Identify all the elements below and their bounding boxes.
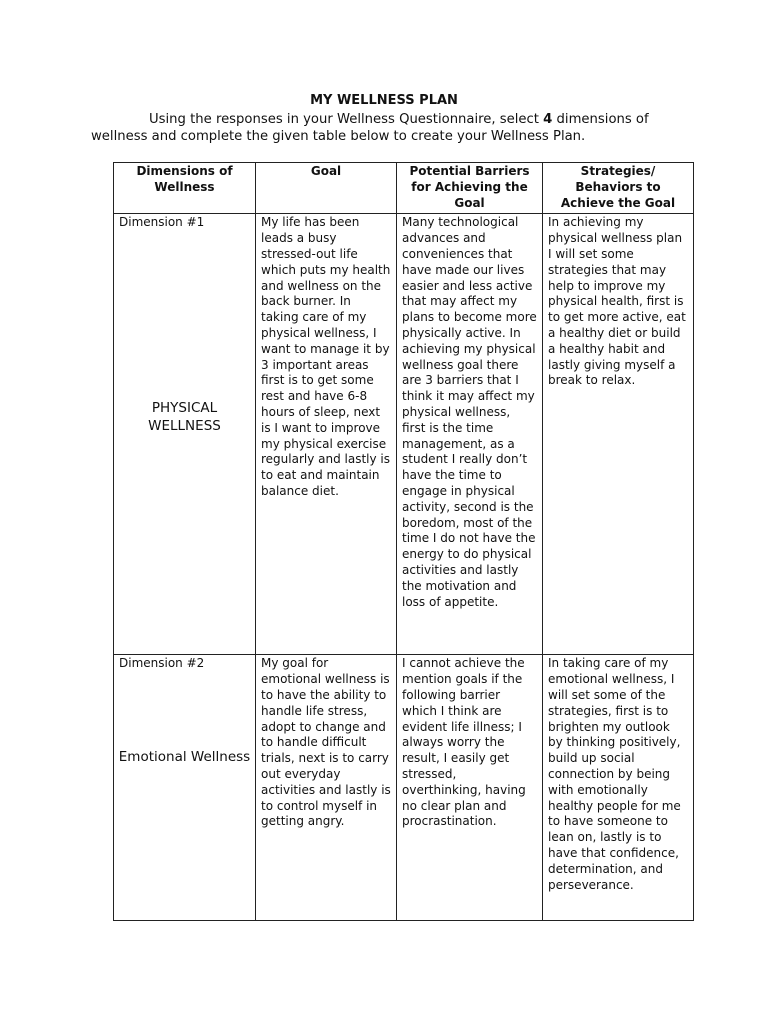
header-barriers: Potential Barriers for Achieving the Goal [397, 163, 543, 214]
wellness-plan-table [113, 162, 694, 921]
table-row [114, 214, 694, 655]
dimension-cell [114, 214, 256, 655]
header-dimensions: Dimensions of Wellness [114, 163, 256, 214]
dimension-cell [114, 655, 256, 921]
instructions-text-start: Using the responses in your Wellness Questionnaire, select [149, 112, 544, 127]
dimension-name: PHYSICAL WELLNESS [148, 400, 221, 435]
instructions-text-end: dimensions of wellness and complete the given table below to create your Wellness Plan. [91, 112, 649, 144]
strategies-cell: In achieving my physical wellness plan I will set some strategies that may help to improve my physical health, first is to get more active, eat a healthy diet or build a healthy habit and lastly giving myself a break to relax. [543, 214, 694, 655]
dimension-number: Dimension #1 [119, 215, 205, 230]
barriers-cell: Many technological advances and conveniences that have made our lives easier and less active that may affect my plans to become more physically active. In achieving my physical wellness goal there are 3 barriers that I think it may affect my physical wellness, first is the time management, as a student I really don’t have the time to engage in physical activity, second is the boredom, most of the time I do not have the energy to do physical activities and lastly the motivation and loss of appetite. [397, 214, 543, 655]
dimension-name: Emotional Wellness [118, 749, 251, 766]
goal-cell: My life has been leads a busy stressed-out life which puts my health and wellness on the back burner. In taking care of my physical wellness, I want to manage it by 3 important areas first is to get some rest and have 6-8 hours of sleep, next is I want to improve my physical exercise regularly and lastly is to eat and maintain balance diet. [256, 214, 397, 655]
goal-cell: My goal for emotional wellness is to have the ability to handle life stress, adopt to change and to handle difficult trials, next is to carry out everyday activities and lastly is to control myself in getting angry. [256, 655, 397, 921]
header-goal: Goal [256, 163, 397, 214]
page-title: MY WELLNESS PLAN [310, 93, 458, 108]
instructions-paragraph [91, 111, 691, 145]
dimension-number: Dimension #2 [119, 656, 205, 671]
instructions-number: 4 [543, 112, 553, 127]
barriers-cell: I cannot achieve the mention goals if the following barrier which I think are evident life illness; I always worry the result, I easily get stressed, overthinking, having no clear plan and procrastination. [397, 655, 543, 921]
table-header-row [114, 163, 694, 214]
table-row [114, 655, 694, 921]
header-strategies: Strategies/ Behaviors to Achieve the Goal [543, 163, 694, 214]
strategies-cell: In taking care of my emotional wellness, I will set some of the strategies, first is to brighten my outlook by thinking positively, build up social connection by being with emotionally healthy people for me to have someone to lean on, lastly is to have that confidence, determination, and perseverance. [543, 655, 694, 921]
